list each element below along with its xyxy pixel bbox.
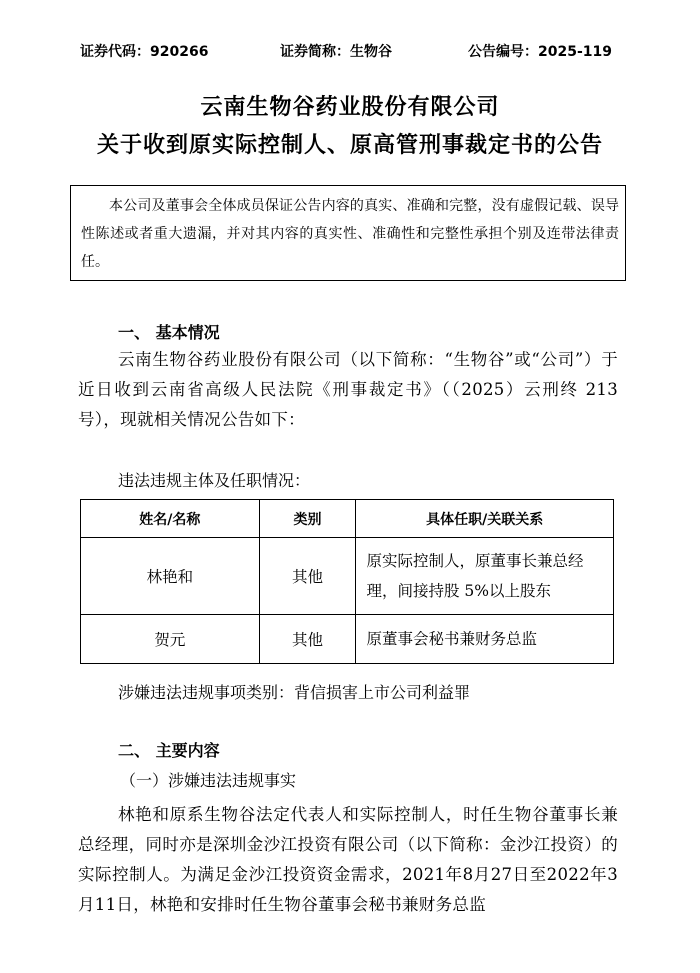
table-cell-category: 其他 [259,538,356,615]
table-cell-position: 原实际控制人，原董事长兼总经理，间接持股 5%以上股东 [356,538,614,615]
subsection-heading-facts: （一）涉嫌违法违规事实 [120,771,297,790]
title-company: 云南生物谷药业股份有限公司 [200,94,500,120]
table-cell-position: 原董事会秘书兼财务总监 [356,615,614,664]
table-cell-name: 贺元 [81,615,260,664]
facts-paragraph: 林艳和原系生物谷法定代表人和实际控制人，时任生物谷董事长兼总经理，同时亦是深圳金沙江投资有限公司（以下简称：金沙江投资）的实际控制人。为满足金沙江投资资金需求，2021年8月27日至2022年3月11日，林艳和安排时任生物谷董事会秘书兼财务总监 [78,805,618,914]
board-guarantee-notice: 本公司及董事会全体成员保证公告内容的真实、准确和完整，没有虚假记载、误导性陈述或者重大遗漏，并对其内容的真实性、准确性和完整性承担个别及连带法律责任。 [70,185,626,281]
notice-number: 公告编号：2025-119 [468,44,612,60]
violation-category: 涉嫌违法违规事项类别：背信损害上市公司利益罪 [118,683,471,702]
table-header-row [81,500,614,538]
table-row [81,538,614,615]
table-row [81,615,614,664]
section-heading-main-content: 二、 主要内容 [118,741,220,760]
table-header-position: 具体任职/关联关系 [356,500,614,538]
section-heading-basic-info: 一、 基本情况 [118,323,220,342]
stock-code: 证券代码：920266 [80,44,209,60]
stock-short-name: 证券简称：生物谷 [280,44,392,60]
violation-subject-table [80,499,614,664]
title-subject: 关于收到原实际控制人、原高管刑事裁定书的公告 [96,132,603,158]
table-cell-category: 其他 [259,615,356,664]
table-header-name: 姓名/名称 [81,500,260,538]
document-header [80,41,612,63]
table-header-category: 类别 [259,500,356,538]
table-cell-name: 林艳和 [81,538,260,615]
table-caption: 违法违规主体及任职情况： [118,471,311,490]
basic-info-paragraph: 云南生物谷药业股份有限公司（以下简称：“生物谷”或“公司”）于近日收到云南省高级人民法院《刑事裁定书》（（2025）云刑终 213 号），现就相关情况公告如下： [78,350,618,429]
